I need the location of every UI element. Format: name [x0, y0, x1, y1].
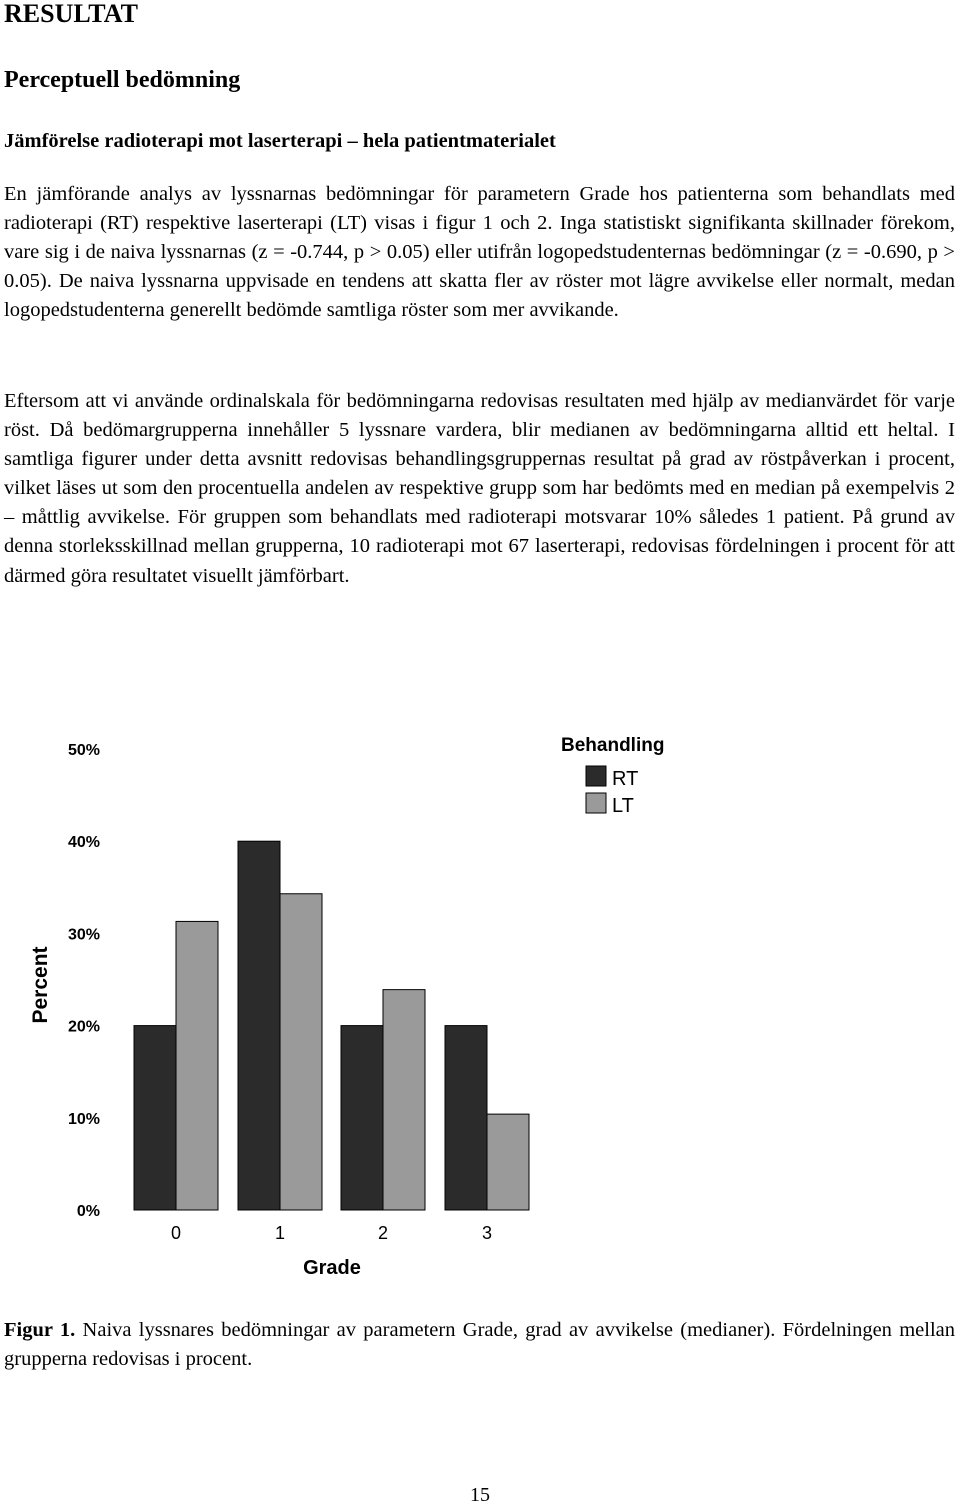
y-tick-label: 30%	[67, 926, 100, 944]
subsubsection-heading: Jämförelse radioterapi mot laserterapi – hela patientmaterialet	[4, 130, 556, 152]
page-number: 15	[470, 1484, 490, 1506]
y-tick-label: 0%	[76, 1203, 100, 1220]
bar-lt-grade-2	[383, 990, 425, 1210]
y-axis-label: Percent	[29, 946, 52, 1024]
y-tick-label: 10%	[67, 1110, 100, 1128]
x-tick-label: 1	[274, 1223, 286, 1243]
subsection-heading: Perceptuell bedömning	[4, 67, 241, 93]
bar-rt-grade-1	[238, 841, 280, 1210]
x-tick-label: 3	[481, 1223, 493, 1243]
x-ticks	[171, 1223, 492, 1243]
x-tick-label: 0	[170, 1223, 182, 1243]
caption-text: Naiva lyssnares bedömningar av parametern Grade, grad av avvikelse (medianer). Fördelningen mellan grupperna redovisas i procent.	[4, 1319, 955, 1371]
legend-swatch-lt	[586, 793, 606, 813]
y-tick-label: 40%	[67, 834, 100, 852]
x-tick-label: 2	[377, 1223, 389, 1243]
y-tick-label: 50%	[67, 742, 100, 759]
x-axis-label: Grade	[303, 1257, 361, 1279]
body-paragraph-2: Eftersom att vi använde ordinalskala för bedömningarna redovisas resultaten med hjälp av medianvärdet för varje röst. Då bedömargrupperna innehåller 5 lyssnare vardera, blir medianen av bedömningarna alltid ett heltal. I samtliga figurer under detta avsnitt redovisas behandlingsgruppernas resultat på grad av röstpåverkan i procent, vilket läses ut som den procentuella andelen av respektive grupp som har bedömts med en median på exempelvis 2 – måttlig avvikelse. För gruppen som behandlats med radioterapi motsvarar 10% således 1 patient. På grund av denna storleksskillnad mellan grupperna, 10 radioterapi mot 67 laserterapi, redovisas fördelningen i procent för att därmed göra resultatet visuellt jämförbart.	[4, 390, 955, 587]
y-axis	[29, 742, 100, 1220]
grade-bar-chart	[0, 720, 960, 1290]
bar-rt-grade-3	[445, 1026, 487, 1210]
legend-swatch-rt	[586, 766, 606, 786]
section-heading: RESULTAT	[4, 0, 138, 28]
legend	[561, 735, 664, 817]
bars-group	[134, 841, 529, 1210]
y-tick-label: 20%	[67, 1018, 100, 1036]
figure-caption	[4, 1316, 955, 1374]
bar-lt-grade-1	[280, 894, 322, 1210]
body-paragraph-1: En jämförande analys av lyssnarnas bedömningar för parametern Grade hos patienterna som behandlats med radioterapi (RT) respektive laserterapi (LT) visas i figur 1 och 2. Inga statistiskt signifikanta skillnader förekom, vare sig i de naiva lyssnarnas (z = -0.744, p > 0.05) eller utifrån logopedstudenternas bedömningar (z = -0.690, p > 0.05). De naiva lyssnarna uppvisade en tendens att skatta fler av röster mot lägre avvikelse eller normalt, medan logopedstudenterna generellt bedömde samtliga röster som mer avvikande.	[4, 183, 955, 322]
legend-label-rt: RT	[612, 768, 639, 790]
legend-title: Behandling	[561, 735, 665, 756]
caption-label: Figur 1.	[4, 1319, 76, 1341]
bar-lt-grade-3	[487, 1114, 529, 1210]
bar-lt-grade-0	[176, 921, 218, 1210]
bar-rt-grade-0	[134, 1026, 176, 1210]
legend-label-lt: LT	[612, 795, 634, 817]
bar-rt-grade-2	[341, 1026, 383, 1210]
